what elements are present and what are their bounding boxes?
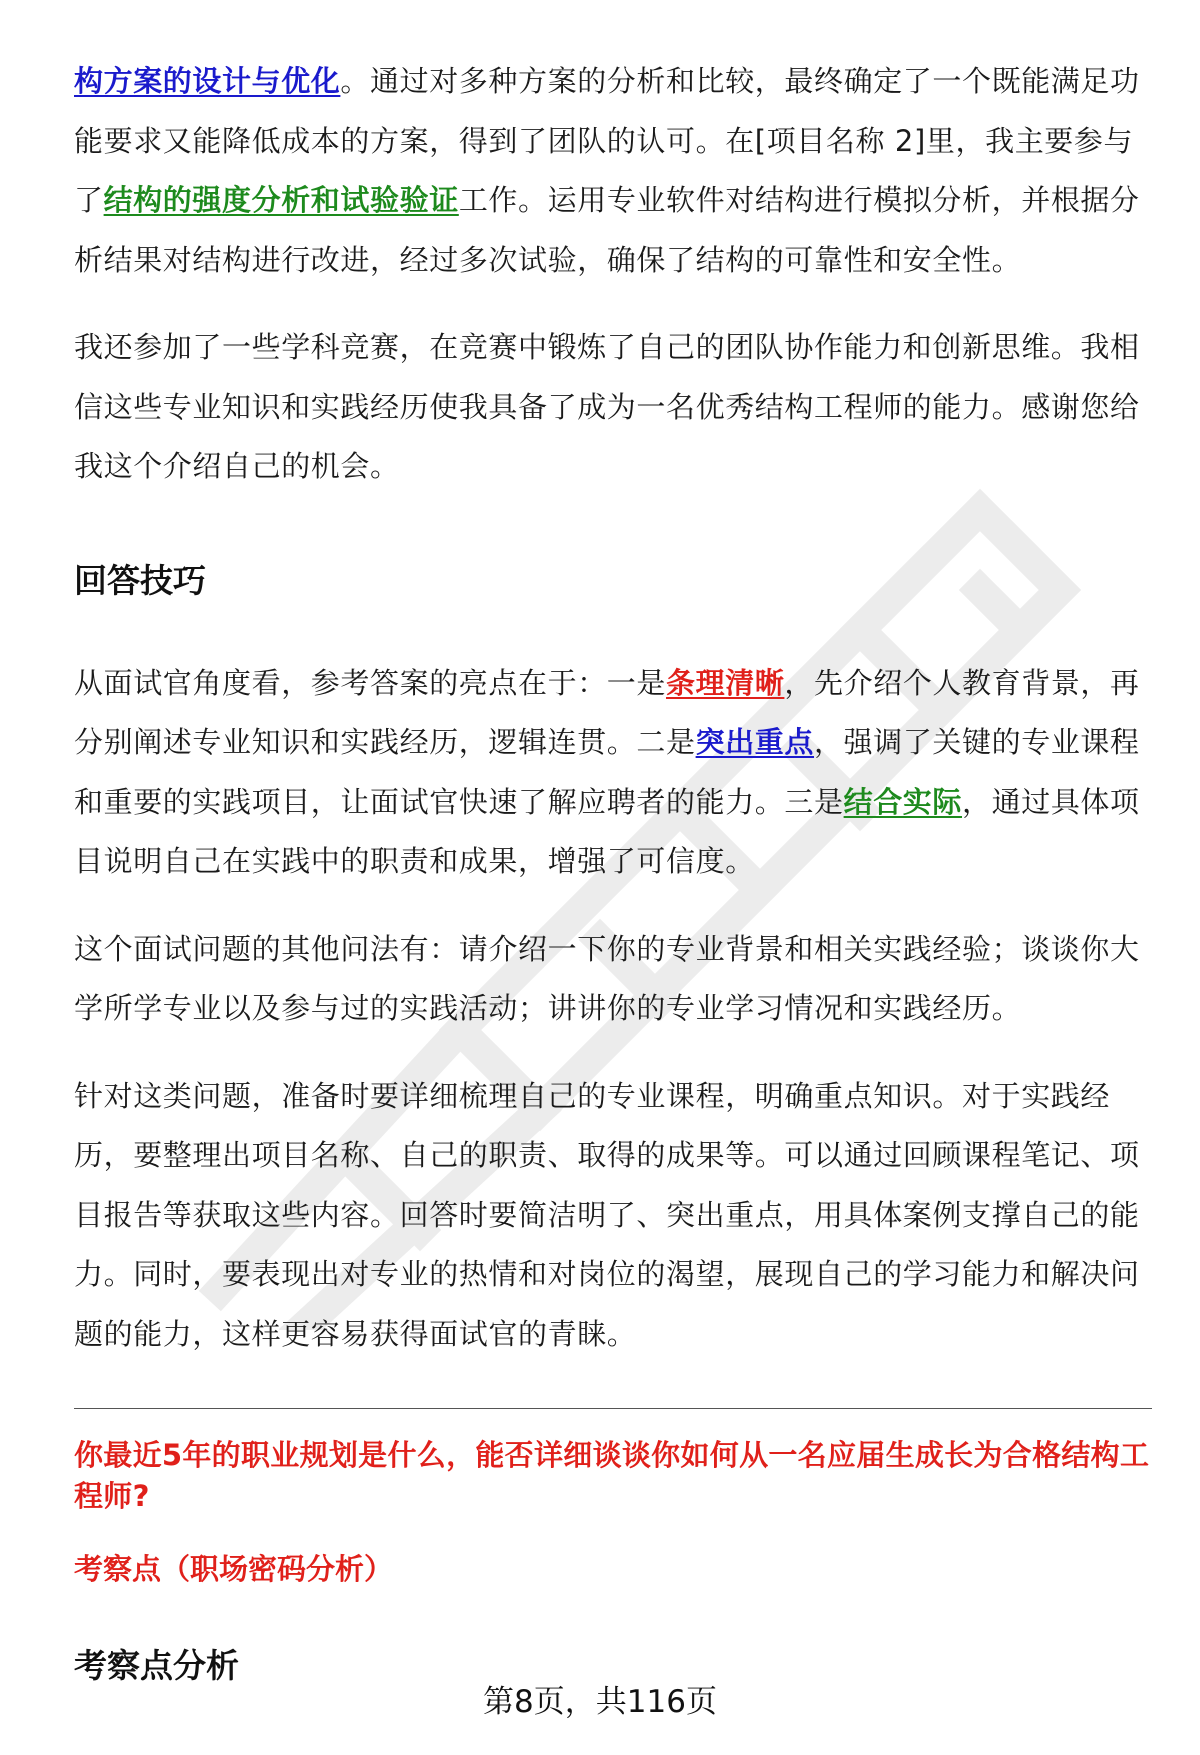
highlight-structure-design: 构方案的设计与优化 [74, 64, 341, 98]
other-phrasings-paragraph: 这个面试问题的其他问法有：请介绍一下你的专业背景和相关实践经验；谈谈你大学所学专业以及参与过的实践活动；讲讲你的专业学习情况和实践经历。 [74, 931, 1140, 1025]
highlight-key-points: 突出重点 [695, 725, 815, 759]
preparation-paragraph: 针对这类问题，准备时要详细梳理自己的专业课程，明确重点知识。对于实践经历，要整理出项目名称、自己的职责、取得的成果等。可以通过回顾课程笔记、项目报告等获取这些内容。回答时要简洁明了、突出重点，用具体案例支撑自己的能力。同时，要表现出对专业的热情和对岗位的渴望，展现自己的学习能力和解决问题的能力，这样更容易获得面试官的青睐。 [74, 1078, 1140, 1351]
competition-paragraph: 我还参加了一些学科竞赛，在竞赛中锻炼了自己的团队协作能力和创新思维。我相信这些专业知识和实践经历使我具备了成为一名优秀结构工程师的能力。感谢您给我这个介绍自己的机会。 [74, 330, 1140, 483]
continuation-text-1: 。通过对多种方案的分析和比较，最终确定了一个既能满足功能要求又能降低成本的方案，得到了团队的认可。在[项目名称 2]里，我主要参与了 [74, 64, 1140, 217]
tips-paragraph [74, 654, 1152, 892]
question-title: 你最近5年的职业规划是什么，能否详细谈谈你如何从一名应届生成长为合格结构工程师? [74, 1438, 1150, 1513]
tips-text-2: ，先介绍个人教育背景，再分别阐述专业知识和实践经历，逻辑连贯。二是 [74, 665, 1140, 759]
page-footer: 第8页，共116页 [483, 1684, 717, 1720]
tips-text-1: 从面试官角度看，参考答案的亮点在于：一是 [74, 665, 667, 700]
section-divider [74, 1408, 1152, 1409]
highlight-strength-analysis: 结构的强度分析和试验验证 [103, 183, 459, 217]
highlight-practical: 结合实际 [843, 784, 963, 819]
tips-text-4: ，通过具体项目说明自己在实践中的职责和成果，增强了可信度。 [74, 784, 1140, 878]
analysis-heading: 考察点分析 [74, 1646, 239, 1685]
tips-heading: 回答技巧 [74, 560, 206, 600]
focus-label: 考察点（职场密码分析） [74, 1552, 394, 1586]
intro-continuation-paragraph [74, 52, 1152, 290]
tips-text-3: ，强调了关键的专业课程和重要的实践项目，让面试官快速了解应聘者的能力。三是 [74, 725, 1140, 819]
highlight-clear-logic: 条理清晰 [666, 665, 785, 700]
document-body [74, 52, 1152, 1687]
continuation-text-2: 工作。运用专业软件对结构进行模拟分析，并根据分析结果对结构进行改进，经过多次试验，确保了结构的可靠性和安全性。 [74, 183, 1140, 277]
